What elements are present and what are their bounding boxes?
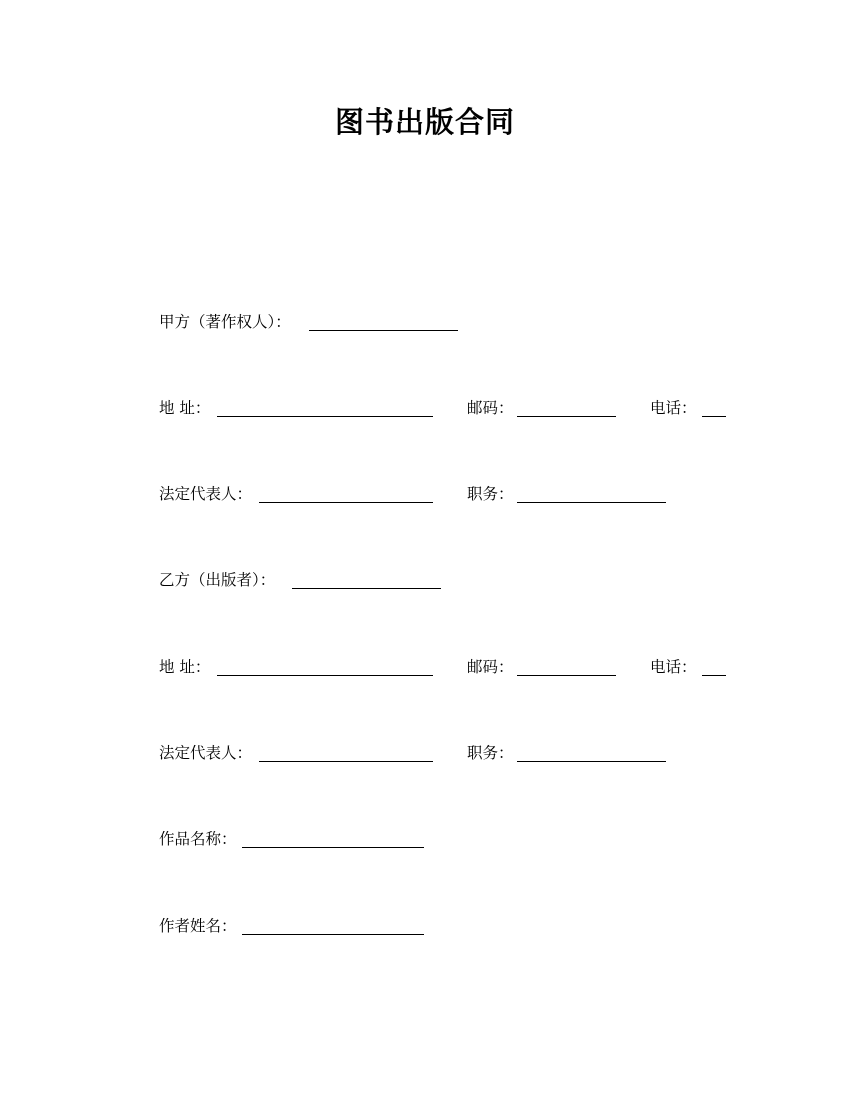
party-a-zip-blank[interactable] xyxy=(517,416,616,417)
party-a-phone-label: 电话： xyxy=(650,399,697,417)
party-a-address-label: 地 址： xyxy=(159,399,211,417)
party-a-label: 甲方（著作权人）： xyxy=(159,313,291,331)
party-b-rep-blank[interactable] xyxy=(259,761,433,762)
party-b-title-label: 职务： xyxy=(467,744,514,762)
party-b-label: 乙方（出版者）： xyxy=(159,571,276,589)
party-b-blank[interactable] xyxy=(292,588,441,589)
party-a-zip-label: 邮码： xyxy=(467,399,514,417)
party-a-title-label: 职务： xyxy=(467,485,514,503)
party-b-zip-blank[interactable] xyxy=(517,675,616,676)
party-a-rep-blank[interactable] xyxy=(259,502,433,503)
author-name-label: 作者姓名： xyxy=(159,917,237,935)
party-b-phone-blank[interactable] xyxy=(702,675,726,676)
party-a-address-blank[interactable] xyxy=(217,416,433,417)
party-a-rep-label: 法定代表人： xyxy=(159,485,253,503)
party-a-phone-blank[interactable] xyxy=(702,416,726,417)
party-b-phone-label: 电话： xyxy=(650,658,697,676)
party-b-title-blank[interactable] xyxy=(517,761,666,762)
party-b-rep-label: 法定代表人： xyxy=(159,744,253,762)
document-title: 图书出版合同 xyxy=(334,105,515,139)
author-name-blank[interactable] xyxy=(242,934,424,935)
work-name-label: 作品名称： xyxy=(159,830,237,848)
party-a-title-blank[interactable] xyxy=(517,502,666,503)
work-name-blank[interactable] xyxy=(242,847,424,848)
party-b-address-label: 地 址： xyxy=(159,658,211,676)
party-a-blank[interactable] xyxy=(309,330,458,331)
party-b-address-blank[interactable] xyxy=(217,675,433,676)
party-b-zip-label: 邮码： xyxy=(467,658,514,676)
